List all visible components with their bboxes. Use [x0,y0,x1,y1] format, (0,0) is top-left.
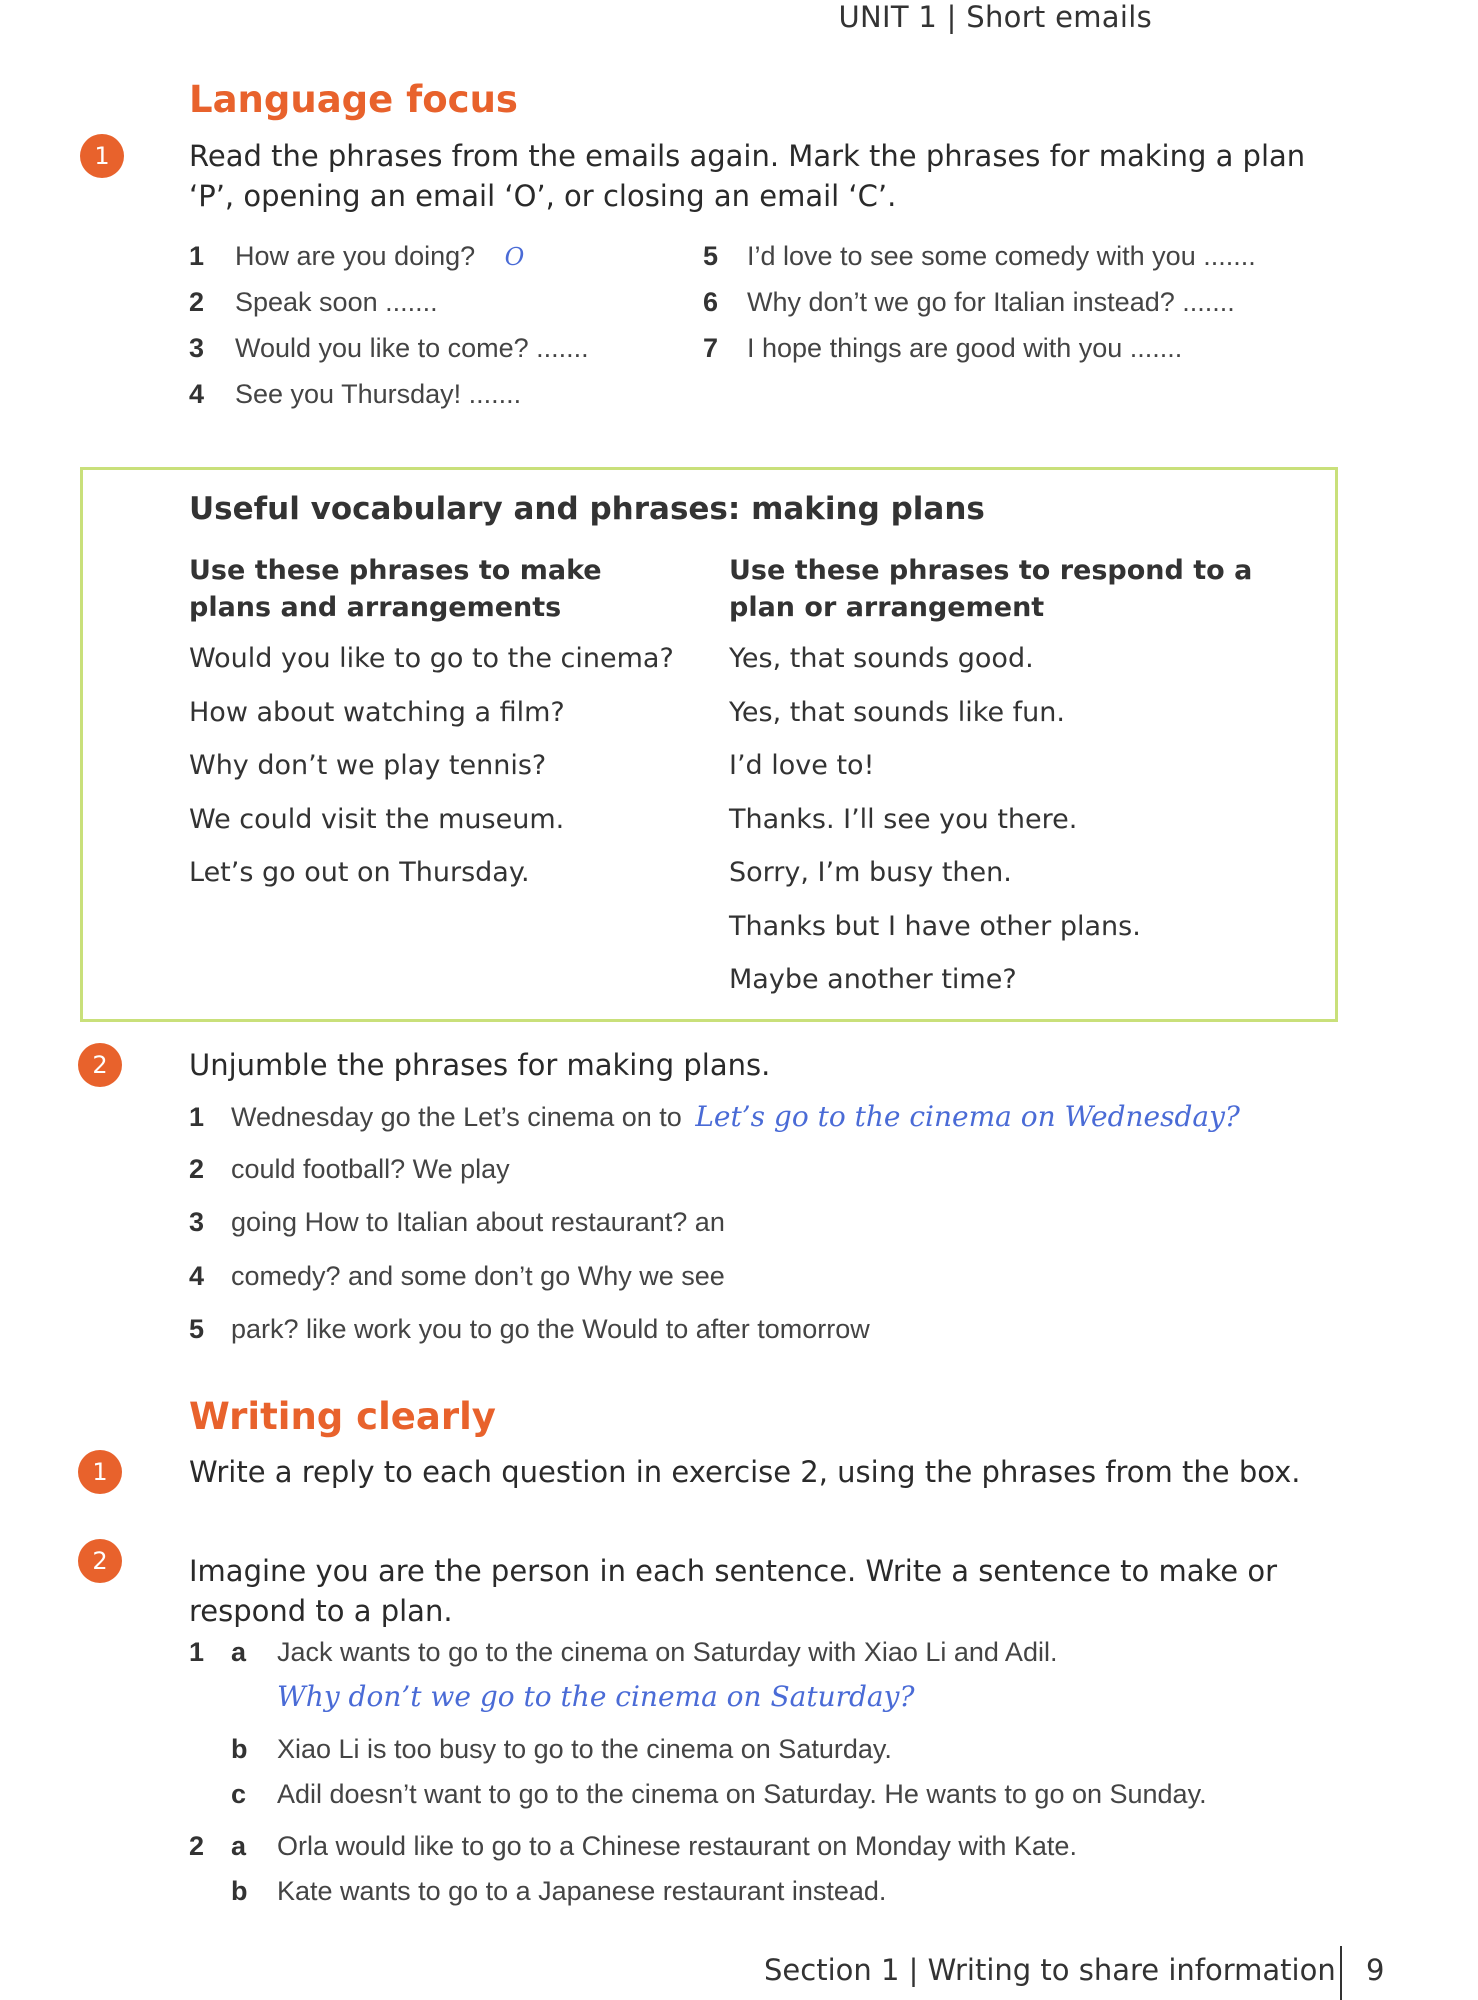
ex2-item-1: 1 Wednesday go the Let’s cinema on to Let’s go to the cinema on Wednesday? [189,1100,1240,1133]
vocab-left-phrase: How about watching a film? [189,697,565,728]
vocabulary-box [80,467,1338,1022]
ex2-item-3: 3 going How to Italian about restaurant? an [189,1207,725,1237]
writing-ex2-1a-answer: Why don’t we go to the cinema on Saturday? [277,1680,915,1713]
writing-ex2-2b: b Kate wants to go to a Japanese restaurant instead. [231,1876,887,1906]
ex1-item-2: 2 Speak soon ....... [189,287,438,317]
footer-divider [1340,1946,1342,2000]
exercise-1-badge: 1 [80,134,124,178]
exercise-2-instruction: Unjumble the phrases for making plans. [189,1048,771,1082]
writing-exercise-1-instruction: Write a reply to each question in exercise 2, using the phrases from the box. [189,1455,1301,1489]
writing-ex2-1c: c Adil doesn’t want to go to the cinema on Saturday. He wants to go on Sunday. [231,1779,1207,1809]
vocab-left-phrase: Would you like to go to the cinema? [189,643,674,674]
vocab-right-phrase: Yes, that sounds good. [729,643,1034,674]
vocab-right-phrase: Maybe another time? [729,964,1017,995]
vocab-right-phrase: Thanks. I’ll see you there. [729,804,1078,835]
writing-exercise-2-instruction: Imagine you are the person in each sentence. Write a sentence to make or respond to a plan. [189,1554,1278,1628]
vocab-right-phrase: Sorry, I’m busy then. [729,857,1012,888]
vocab-right-heading: Use these phrases to respond to a plan or arrangement [729,555,1253,623]
writing-ex2-2a: 2 a Orla would like to go to a Chinese restaurant on Monday with Kate. [189,1831,1077,1861]
exercise-2-badge: 2 [78,1043,122,1087]
ex2-item-1-answer: Let’s go to the cinema on Wednesday? [695,1100,1240,1133]
running-header: UNIT 1 | Short emails [838,0,1152,34]
vocab-left-phrase: Let’s go out on Thursday. [189,857,530,888]
writing-ex2-1b: b Xiao Li is too busy to go to the cinema on Saturday. [231,1734,892,1764]
vocab-left-heading: Use these phrases to make plans and arrangements [189,555,602,623]
writing-ex2-1a: 1 a Jack wants to go to the cinema on Saturday with Xiao Li and Adil. [189,1637,1058,1667]
exercise-1-instruction: Read the phrases from the emails again. Mark the phrases for making a plan ‘P’, opening an email ‘O’, or closing an email ‘C’. [189,139,1306,213]
ex1-item-5: 5 I’d love to see some comedy with you ....... [703,241,1256,271]
page-number: 9 [1366,1953,1385,1987]
vocab-right-phrase: Yes, that sounds like fun. [729,697,1065,728]
ex1-item-4: 4 See you Thursday! ....... [189,379,522,409]
vocab-right-phrase: Thanks but I have other plans. [729,911,1141,942]
language-focus-title: Language focus [189,78,518,121]
ex1-item-1-answer: O [504,243,525,271]
footer-section-label: Section 1 [764,1953,900,1987]
ex1-item-3: 3 Would you like to come? ....... [189,333,589,363]
footer-section-title: Writing to share information [927,1953,1336,1987]
writing-exercise-2-badge: 2 [78,1539,122,1583]
ex1-item-7: 7 I hope things are good with you ....... [703,333,1183,363]
vocab-left-phrase: Why don’t we play tennis? [189,750,547,781]
ex2-item-2: 2 could football? We play [189,1154,510,1184]
header-title: Short emails [966,0,1152,34]
writing-exercise-1-badge: 1 [78,1450,122,1494]
vocabulary-box-title: Useful vocabulary and phrases: making plans [189,491,985,527]
footer-section: Section 1 | Writing to share information [764,1953,1336,1987]
header-unit: UNIT 1 [838,0,938,34]
ex2-item-4: 4 comedy? and some don’t go Why we see [189,1261,725,1291]
vocab-right-phrase: I’d love to! [729,750,875,781]
ex1-item-1: 1 How are you doing? O [189,241,525,271]
vocab-left-phrase: We could visit the museum. [189,804,565,835]
writing-clearly-title: Writing clearly [189,1395,496,1438]
ex1-item-6: 6 Why don’t we go for Italian instead? ....... [703,287,1235,317]
ex2-item-5: 5 park? like work you to go the Would to after tomorrow [189,1314,870,1344]
